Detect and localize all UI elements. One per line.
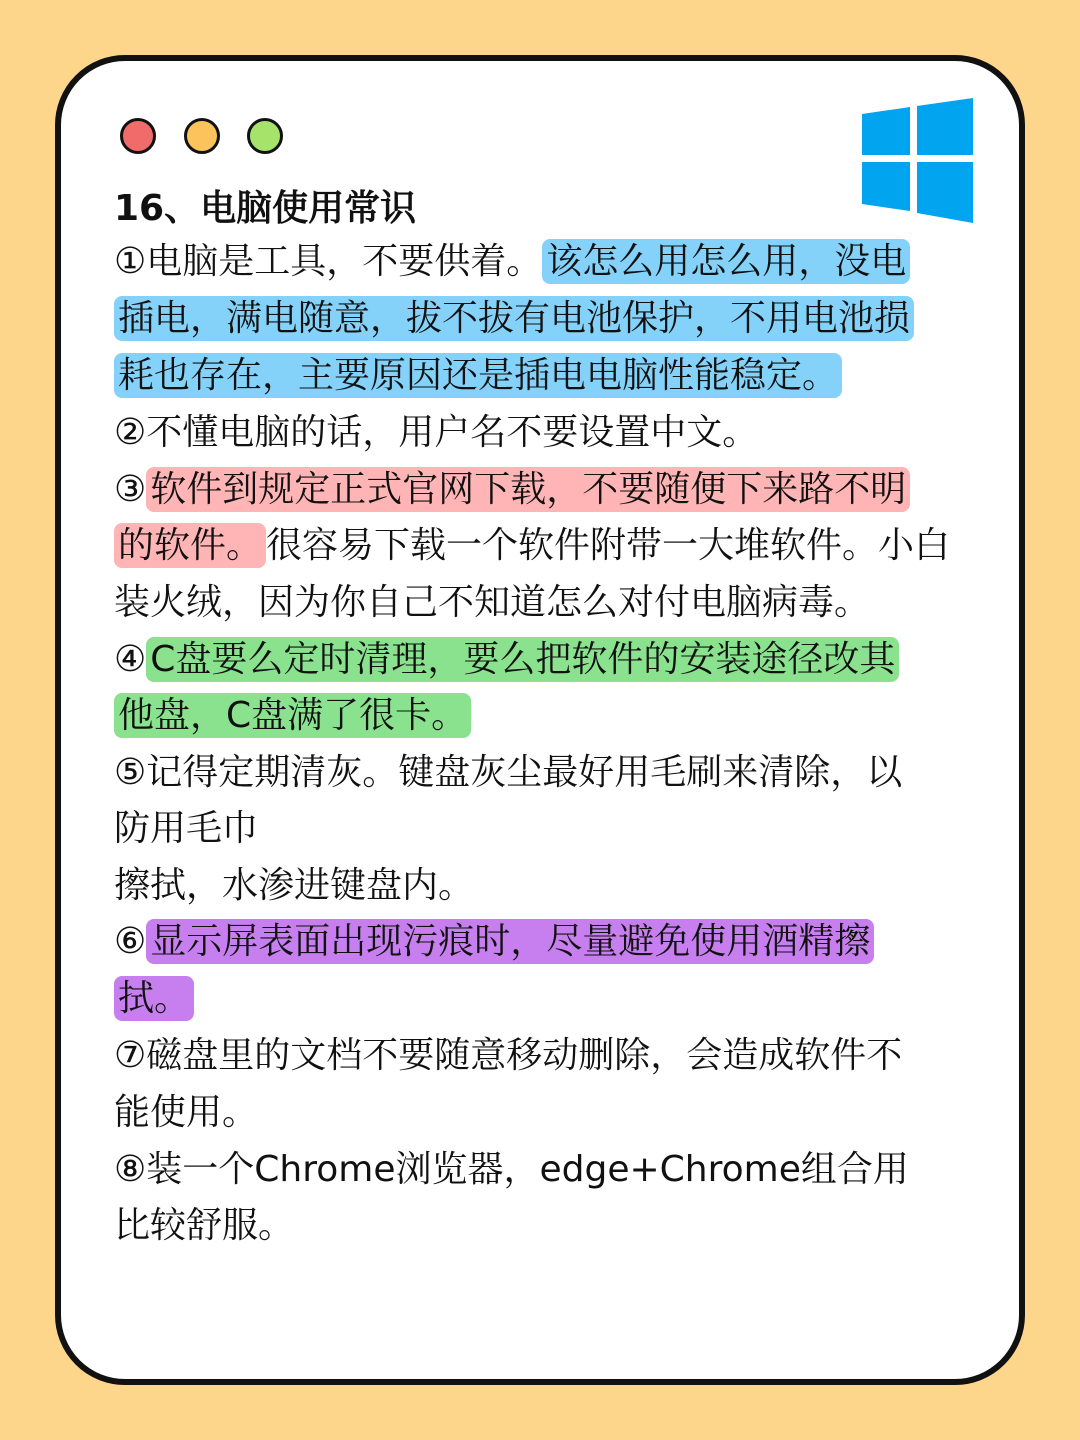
page-title: 16、电脑使用常识	[114, 188, 417, 229]
text-segment: ②不懂电脑的话，用户名不要设置中文。	[114, 412, 759, 453]
text-segment: ⑧装一个Chrome浏览器，edge+Chrome组合用	[114, 1149, 909, 1190]
highlighted-text-pink: 的软件。	[114, 523, 266, 568]
highlighted-text-pink: 软件到规定正式官网下载，不要随便下来路不明	[146, 467, 910, 512]
text-line	[114, 974, 194, 1024]
highlighted-text-green: C盘要么定时清理，要么把软件的安装途径改其	[146, 637, 899, 682]
text-segment: 装火绒，因为你自己不知道怎么对付电脑病毒。	[114, 582, 871, 623]
text-segment: ⑦磁盘里的文档不要随意移动删除，会造成软件不	[114, 1035, 903, 1076]
text-segment: ⑤记得定期清灰。键盘灰尘最好用毛刷来清除，以	[114, 752, 903, 793]
highlighted-text-blue: 该怎么用怎么用，没电	[542, 239, 910, 284]
yellow-window-dot-icon	[184, 118, 220, 154]
text-segment: ①电脑是工具，不要供着。	[114, 241, 543, 282]
highlighted-text-purple: 显示屏表面出现污痕时，尽量避免使用酒精擦	[146, 919, 874, 964]
text-line	[114, 294, 914, 344]
text-segment: 防用毛巾	[114, 808, 259, 849]
text-segment: 擦拭，水渗进键盘内。	[114, 865, 475, 906]
windows-logo-icon	[860, 96, 976, 226]
text-line	[114, 351, 842, 401]
text-line	[114, 691, 471, 741]
text-segment: 很容易下载一个软件附带一大堆软件。小白	[266, 525, 951, 566]
text-segment: 能使用。	[114, 1092, 259, 1133]
text-line	[114, 1145, 909, 1195]
text-line	[114, 917, 874, 967]
highlighted-text-blue: 插电，满电随意，拔不拔有电池保护，不用电池损	[114, 296, 914, 341]
text-segment: ③	[114, 469, 147, 510]
text-segment: 比较舒服。	[114, 1205, 295, 1246]
text-line	[114, 861, 474, 911]
text-line	[114, 748, 902, 798]
highlighted-text-purple: 拭。	[114, 976, 194, 1021]
text-line	[114, 465, 910, 515]
highlighted-text-green: 他盘，C盘满了很卡。	[114, 693, 471, 738]
text-line	[114, 635, 899, 685]
green-window-dot-icon	[247, 118, 283, 154]
text-segment: ④	[114, 639, 147, 680]
text-line	[114, 237, 910, 287]
red-window-dot-icon	[120, 118, 156, 154]
text-line	[114, 1088, 258, 1138]
highlighted-text-blue: 耗也存在，主要原因还是插电电脑性能稳定。	[114, 353, 842, 398]
text-segment: ⑥	[114, 921, 147, 962]
text-line	[114, 804, 258, 854]
text-line	[114, 521, 950, 571]
text-line	[114, 1201, 294, 1251]
text-line	[114, 1031, 902, 1081]
text-line	[114, 578, 870, 628]
text-line	[114, 408, 758, 458]
